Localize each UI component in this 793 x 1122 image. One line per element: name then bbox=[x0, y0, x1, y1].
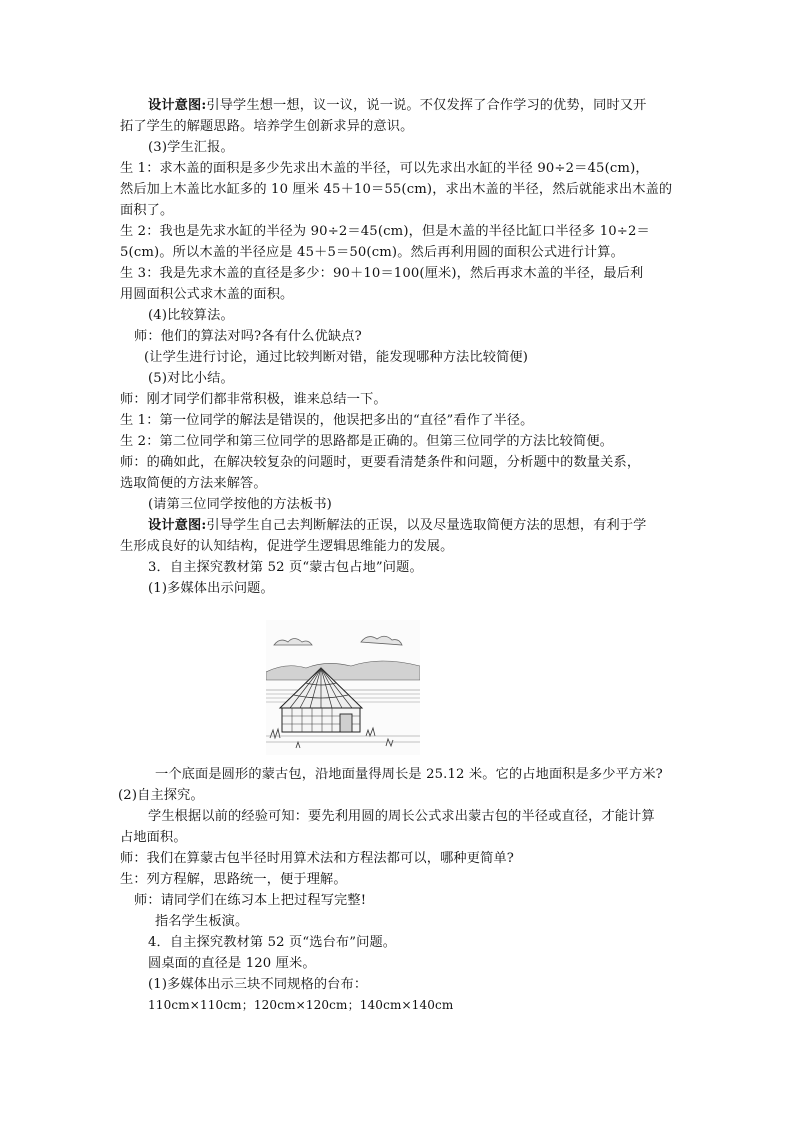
text-line: 用圆面积公式求木盖的面积。 bbox=[120, 287, 294, 302]
student-1-line: 生 1：第一位同学的解法是错误的，他误把多出的“直径”看作了半径。 bbox=[120, 413, 534, 428]
paragraph-text: 引导学生想一想，议一议，说一说。不仅发挥了合作学习的优势，同时又开 bbox=[206, 98, 647, 113]
note-line: (让学生进行讨论，通过比较判断对错，能发现哪种方法比较简便) bbox=[144, 350, 529, 365]
student-2-line: 生 2：我也是先求水缸的半径为 90÷2＝45(cm)，但是木盖的半径比缸口半径多 10÷2＝ bbox=[120, 224, 650, 239]
note-line: (请第三位同学按他的方法板书) bbox=[148, 497, 332, 512]
teacher-line: 师：的确如此，在解决较复杂的问题时，更要看清楚条件和问题，分析题中的数量关系， bbox=[120, 455, 641, 470]
student-2-line: 生 2：第二位同学和第三位同学的思路都是正确的。但第三位同学的方法比较简便。 bbox=[120, 434, 614, 449]
student-3-line: 生 3：我是先求木盖的直径是多少：90＋10＝100(厘米)，然后再求木盖的半径，最后利 bbox=[120, 266, 644, 281]
text-line: 生形成良好的认知结构，促进学生逻辑思维能力的发展。 bbox=[120, 539, 454, 554]
text-line: 指名学生板演。 bbox=[155, 914, 249, 929]
teacher-line: 师：我们在算蒙古包半径时用算术法和方程法都可以，哪种更简单? bbox=[120, 851, 515, 866]
yurt-image bbox=[266, 620, 420, 755]
step-heading: (3)学生汇报。 bbox=[148, 140, 234, 155]
section-heading: 3．自主探究教材第 52 页“蒙古包占地”问题。 bbox=[148, 560, 423, 575]
student-1-line: 生 1：求木盖的面积是多少先求出木盖的半径，可以先求出水缸的半径 90÷2＝45(cm)， bbox=[120, 161, 649, 176]
step-heading: (4)比较算法。 bbox=[148, 308, 234, 323]
text-line: 5(cm)。所以木盖的半径应是 45＋5＝50(cm)。然后再利用圆的面积公式进行计算。 bbox=[120, 245, 624, 260]
design-intent-2 bbox=[148, 516, 647, 535]
text-line: 学生根据以前的经验可知：要先利用圆的周长公式求出蒙古包的半径或直径，才能计算 bbox=[148, 809, 655, 824]
text-line: 占地面积。 bbox=[120, 830, 187, 845]
step-heading: (2)自主探究。 bbox=[118, 788, 204, 803]
step-heading: (1)多媒体出示问题。 bbox=[148, 581, 274, 596]
design-intent-label: 设计意图: bbox=[148, 518, 207, 533]
text-line: 然后加上木盖比水缸多的 10 厘米 45＋10＝55(cm)，求出木盖的半径，然后就能求出木盖的 bbox=[120, 182, 673, 197]
tablecloth-sizes: 110cm×110cm；120cm×120cm；140cm×140cm bbox=[148, 998, 454, 1012]
section-heading: 4．自主探究教材第 52 页“选台布”问题。 bbox=[148, 935, 397, 950]
design-intent-label: 设计意图: bbox=[148, 98, 207, 113]
text-line: 选取简便的方法来解答。 bbox=[120, 476, 267, 491]
student-line: 生：列方程解，思路统一，便于理解。 bbox=[120, 872, 347, 887]
yurt-illustration bbox=[266, 620, 420, 755]
text-line: 圆桌面的直径是 120 厘米。 bbox=[148, 956, 316, 971]
design-intent-1 bbox=[148, 96, 647, 115]
text-line: 拓了学生的解题思路。培养学生创新求异的意识。 bbox=[120, 119, 414, 134]
paragraph-text: 引导学生自己去判断解法的正误，以及尽量选取简便方法的思想，有利于学 bbox=[206, 518, 647, 533]
step-heading: (5)对比小结。 bbox=[148, 371, 234, 386]
teacher-line: 师：他们的算法对吗?各有什么优缺点? bbox=[134, 329, 362, 344]
teacher-line: 师：刚才同学们都非常积极，谁来总结一下。 bbox=[120, 392, 387, 407]
teacher-line: 师：请同学们在练习本上把过程写完整! bbox=[134, 893, 367, 908]
step-heading: (1)多媒体出示三块不同规格的台布： bbox=[148, 977, 368, 992]
text-line: 面积了。 bbox=[120, 203, 174, 218]
problem-statement: 一个底面是圆形的蒙古包，沿地面量得周长是 25.12 米。它的占地面积是多少平方米? bbox=[155, 767, 663, 782]
